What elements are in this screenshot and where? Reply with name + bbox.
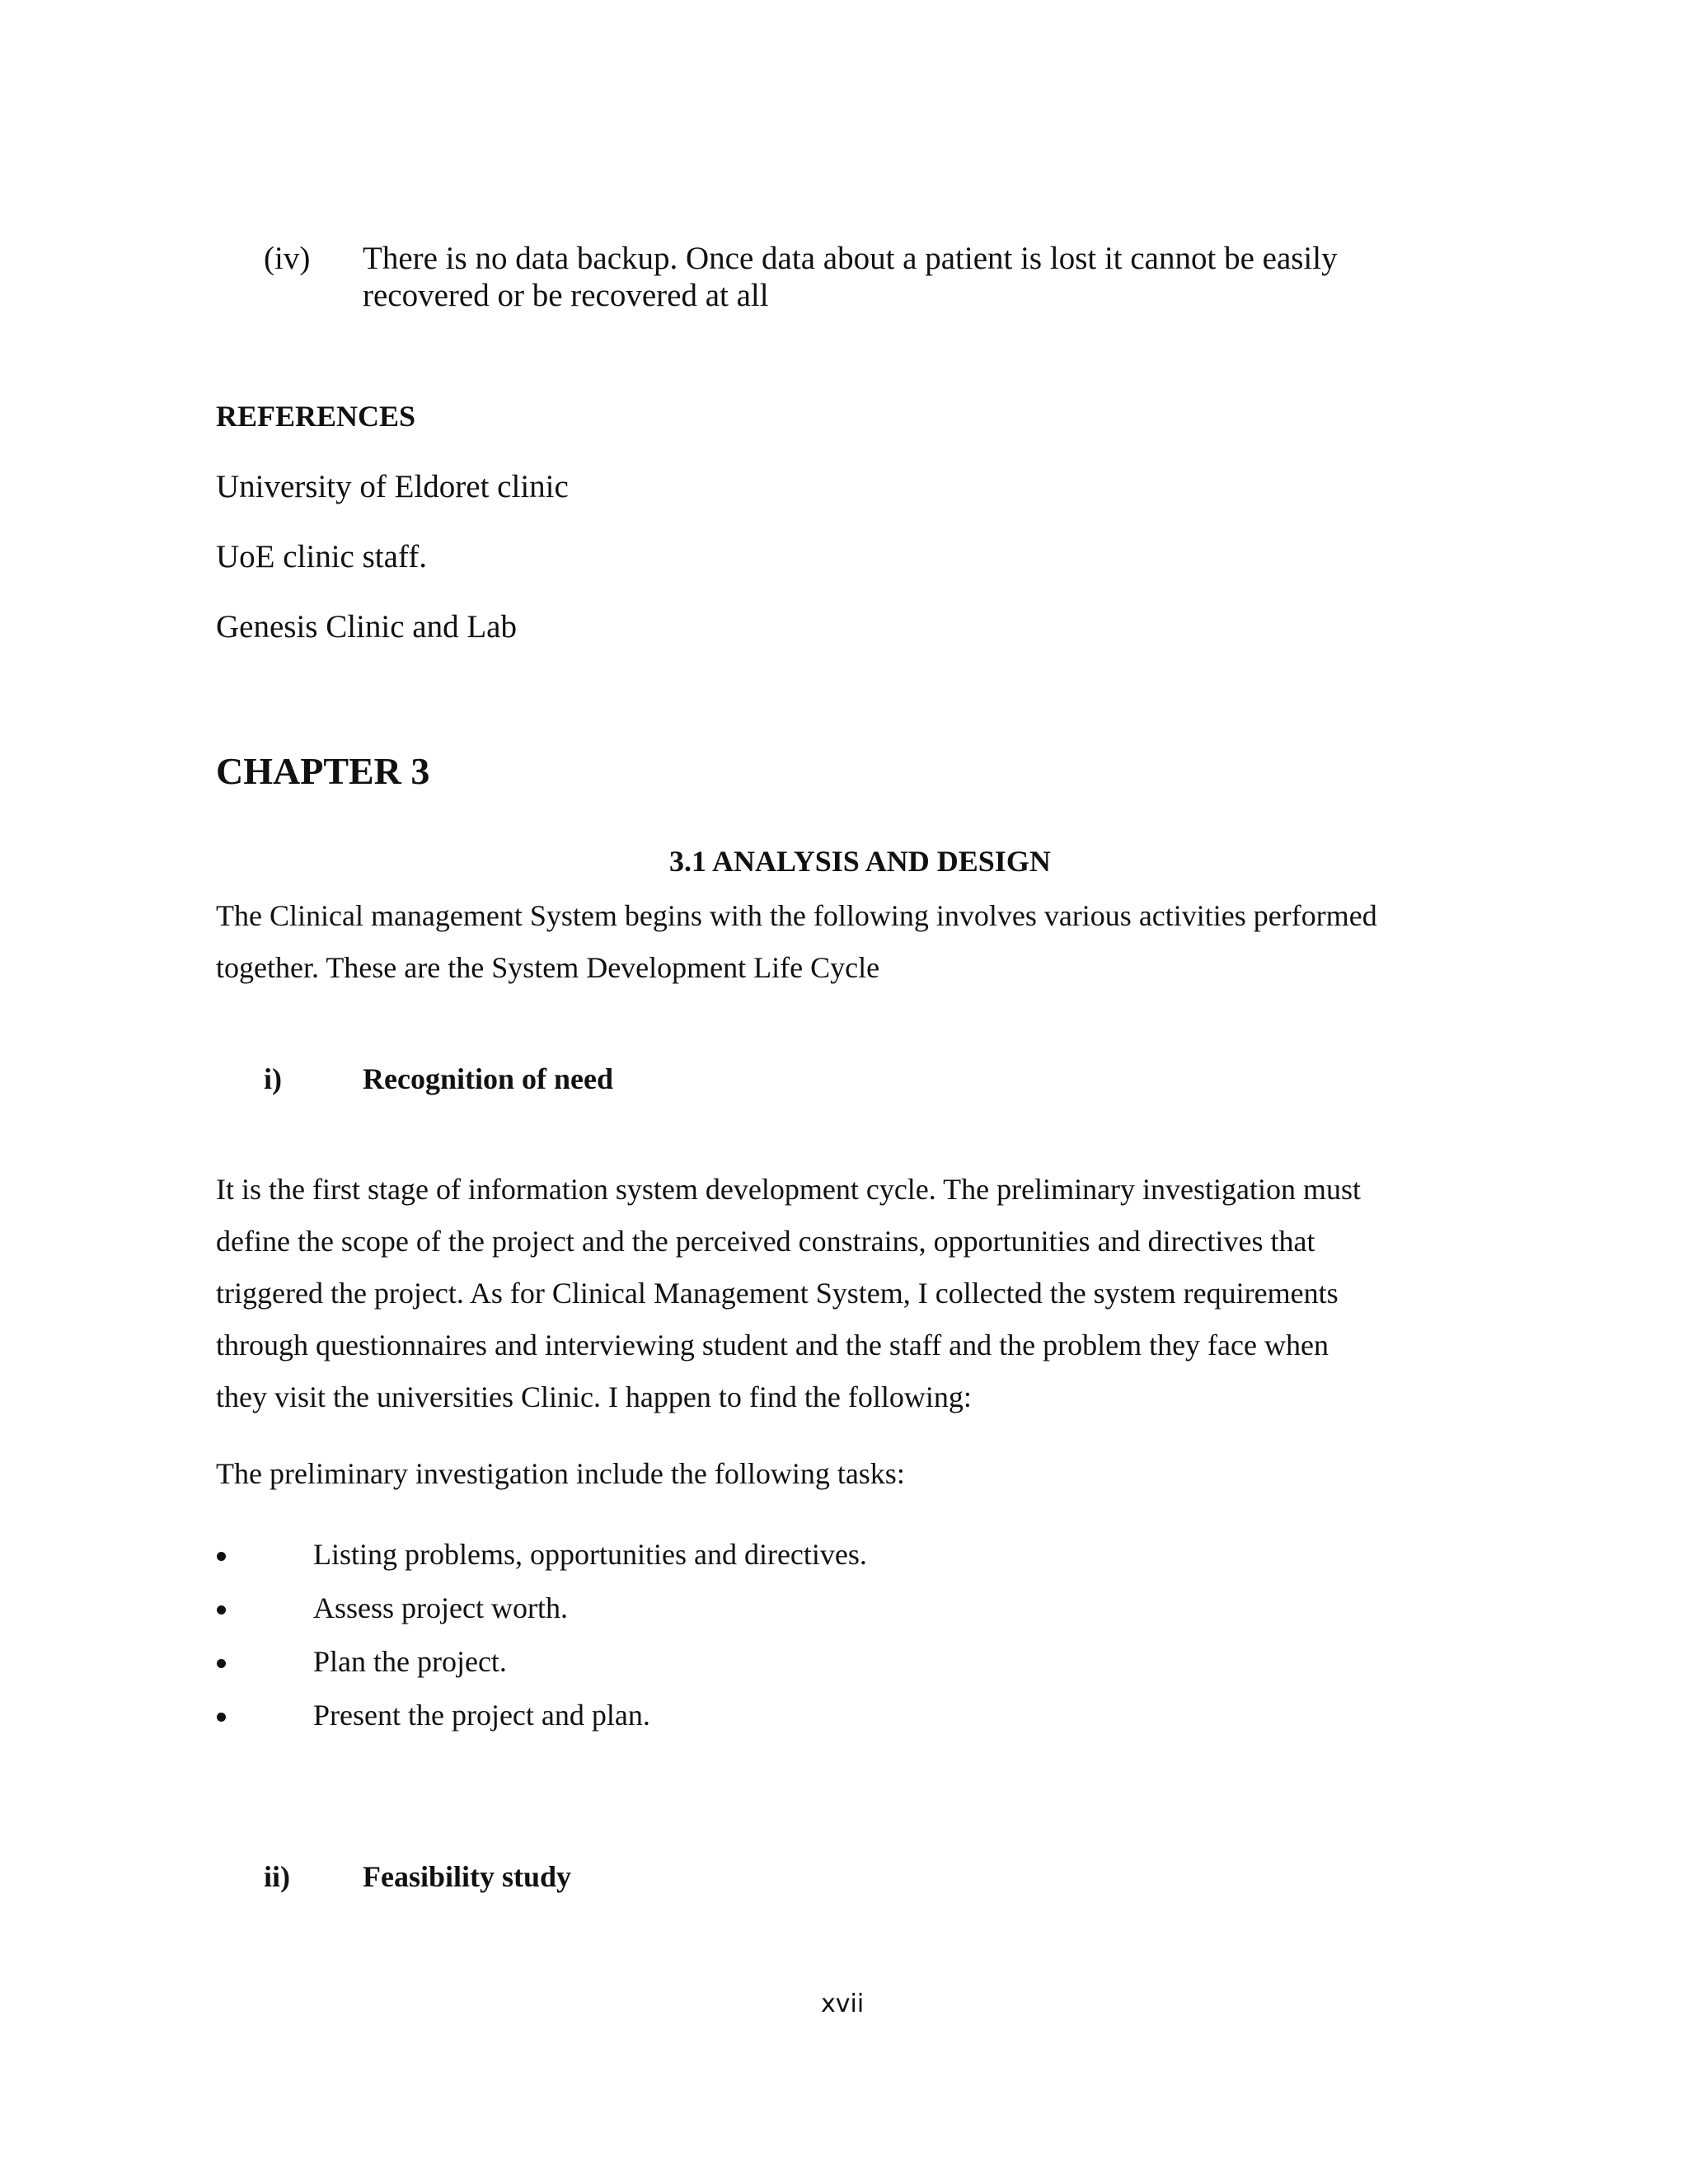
bullet-icon xyxy=(217,1659,226,1668)
task-item: Listing problems, opportunities and directives. xyxy=(313,1538,867,1571)
subsection-title-recognition: Recognition of need xyxy=(363,1062,613,1095)
page-number: xvii xyxy=(821,1990,865,2018)
task-item: Plan the project. xyxy=(313,1645,507,1678)
list-marker-iv: (iv) xyxy=(264,241,311,276)
reference-item: UoE clinic staff. xyxy=(216,539,427,574)
intro-line: The Clinical management System begins with the following involves various activities performed xyxy=(216,899,1377,932)
references-heading: REFERENCES xyxy=(216,400,416,433)
tasks-intro: The preliminary investigation include the following tasks: xyxy=(216,1457,905,1490)
chapter-title: CHAPTER 3 xyxy=(216,750,430,792)
paragraph-line: define the scope of the project and the perceived constrains, opportunities and directives that xyxy=(216,1225,1315,1258)
bullet-icon xyxy=(217,1552,226,1561)
bullet-icon xyxy=(217,1713,226,1722)
item-iv-line-1: There is no data backup. Once data about a patient is lost it cannot be easily xyxy=(363,241,1338,276)
subsection-marker-i: i) xyxy=(264,1062,282,1095)
task-item: Present the project and plan. xyxy=(313,1699,650,1732)
section-title: 3.1 ANALYSIS AND DESIGN xyxy=(669,845,1051,878)
bullet-icon xyxy=(217,1605,226,1615)
recognition-paragraph xyxy=(216,1164,1361,1423)
task-item: Assess project worth. xyxy=(313,1591,568,1624)
reference-item: University of Eldoret clinic xyxy=(216,469,569,504)
item-iv-line-2: recovered or be recovered at all xyxy=(363,278,769,313)
paragraph-line: through questionnaires and interviewing student and the staff and the problem they face when xyxy=(216,1329,1329,1361)
subsection-title-feasibility: Feasibility study xyxy=(363,1860,572,1893)
intro-line: together. These are the System Development Life Cycle xyxy=(216,951,880,984)
intro-paragraph xyxy=(216,890,1377,994)
paragraph-line: It is the first stage of information system development cycle. The preliminary investigation must xyxy=(216,1173,1362,1206)
reference-item: Genesis Clinic and Lab xyxy=(216,609,517,644)
paragraph-line: they visit the universities Clinic. I happen to find the following: xyxy=(216,1380,972,1413)
subsection-marker-ii: ii) xyxy=(264,1860,290,1893)
paragraph-line: triggered the project. As for Clinical Management System, I collected the system requirements xyxy=(216,1277,1339,1310)
